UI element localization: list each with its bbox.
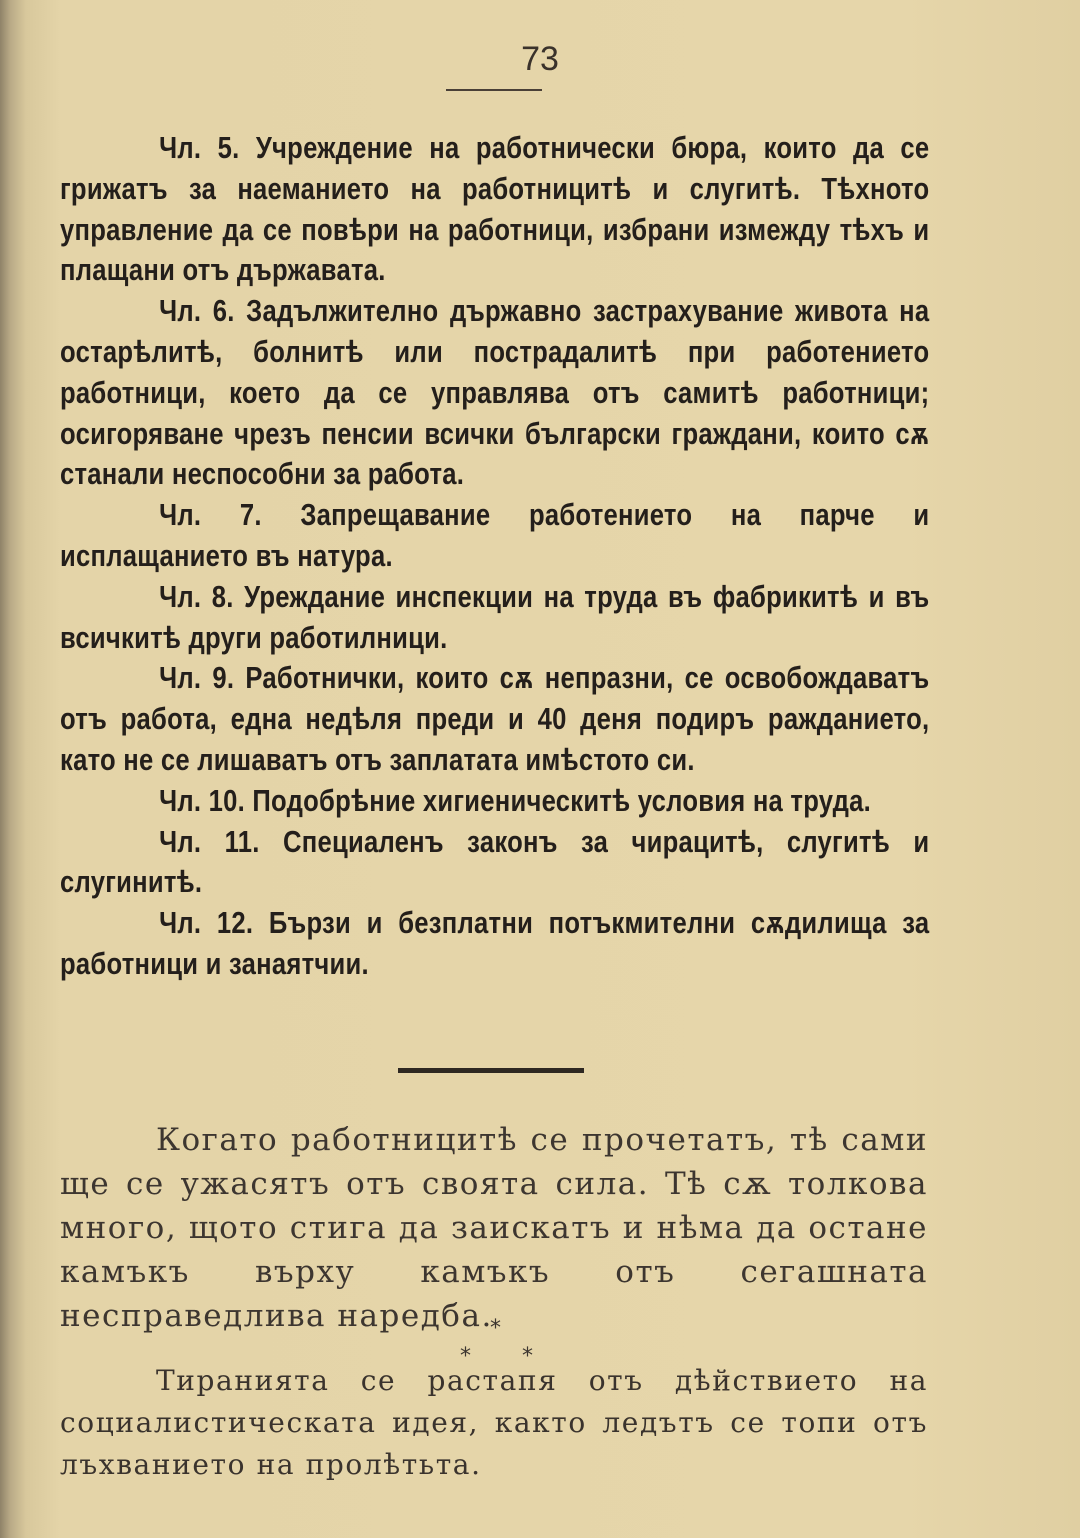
article-6: Чл. 6. Задължително държавно застрахувание живота на остарѣлитѣ, болнитѣ или пострадалитѣ при работението работници, което да се управлява отъ самитѣ работници; осигоряване чрезъ пенсии всички български граждани, които сѫ станали неспособни за работа. [60,294,930,492]
articles-list [60,128,929,985]
closing-block [60,1360,928,1486]
closing-paragraph: Тиранията се растапя отъ дѣйствието на социалистическата идея, както ледътъ се топи отъ лъхванието на пролѣтьта. [60,1364,928,1481]
page-number-underline [446,89,542,91]
quote-block [60,1118,928,1338]
page-number: 73 [521,40,559,78]
article-10: Чл. 10. Подобрѣние хигиеническитѣ условия на труда. [159,783,872,818]
article-8: Чл. 8. Уреждание инспекции на труда въ фабрикитѣ и въ всичкитѣ други работилници. [60,579,930,655]
asterism-star-right: * [522,1344,533,1369]
asterism-star-left: * [460,1344,471,1369]
article-11: Чл. 11. Специаленъ законъ за чирацитѣ, слугитѣ и слугинитѣ. [60,824,930,900]
quote-paragraph: Когато работницитѣ се прочетатъ, тѣ сами ще се ужасятъ отъ своята сила. Тѣ сѫ толкова много, щото стига да заискатъ и нѣма да остане камъкъ върху камъкъ отъ сегашната несправедлива наредба. [60,1122,928,1334]
article-9: Чл. 9. Работнички, които сѫ непразни, се освобождаватъ отъ работа, една недѣля преди и 40 деня подиръ ражданието, като не се лишаватъ отъ заплатата имѣстото си. [60,661,930,777]
asterism-star-top: * [490,1316,501,1341]
article-7: Чл. 7. Запрещавание работението на парче и исплащанието въ натура. [60,498,930,573]
article-12: Чл. 12. Бързи и безплатни потъкмителни сѫдилища за работници и занаятчии. [60,906,930,981]
section-divider [398,1068,584,1073]
article-5: Чл. 5. Учреждение на работнически бюра, които да се грижатъ за наеманието на работницитѣ и слугитѣ. Тѣхното управление да се повѣри на работници, избрани измежду тѣхъ и плащани отъ държавата. [60,131,930,288]
